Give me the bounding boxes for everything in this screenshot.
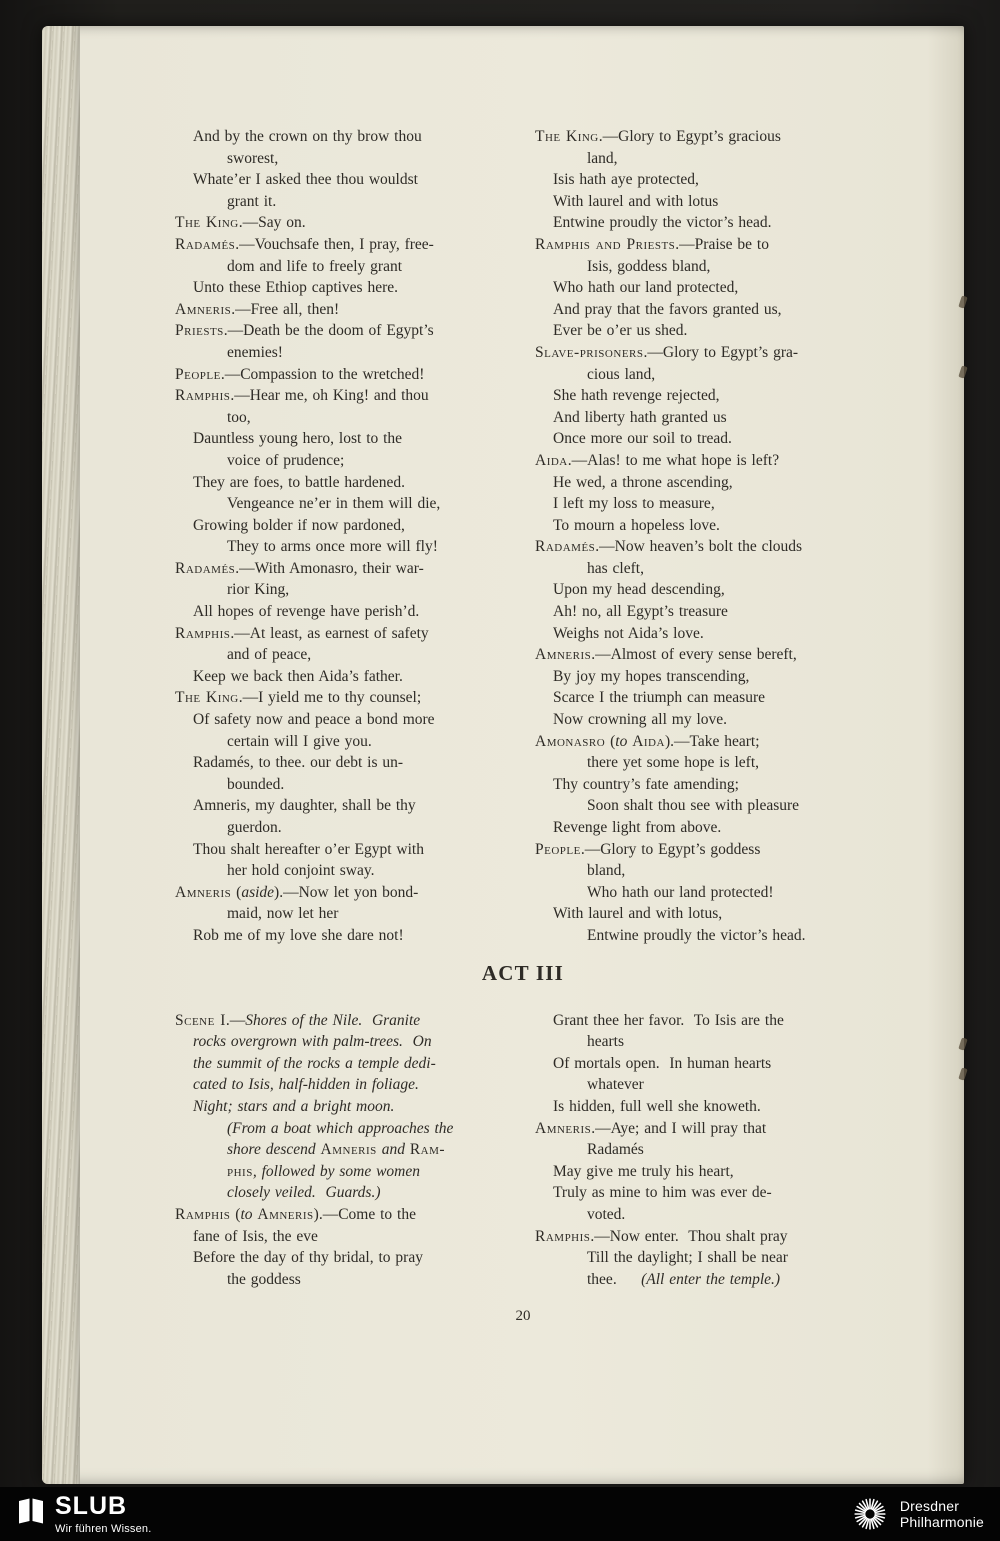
text-line: They are foes, to battle hardened. <box>193 473 406 491</box>
text-line: Aida.—Alas! to me what hope is left? <box>535 451 780 469</box>
text-line: Priests.—Death be the doom of Egypt’s <box>175 322 434 340</box>
text-line: Ever be o’er us shed. <box>553 322 688 340</box>
text-line: certain will I give you. <box>227 732 372 750</box>
text-column-top-left <box>175 126 511 947</box>
text-line: fane of Isis, the eve <box>193 1227 318 1245</box>
text-line: her hold conjoint sway. <box>227 862 375 880</box>
text-line: Who hath our land protected, <box>553 279 739 297</box>
text-line: Dauntless young hero, lost to the <box>193 430 403 448</box>
text-line: bland, <box>587 862 626 880</box>
text-line: Weighs not Aida’s love. <box>553 624 704 642</box>
text-line: Once more our soil to tread. <box>553 430 732 448</box>
text-line: Rob me of my love she dare not! <box>193 926 404 944</box>
binding-mark <box>958 1067 967 1080</box>
text-line: Isis, goddess bland, <box>587 257 711 275</box>
text-line: Upon my head descending, <box>553 581 725 599</box>
philharmonie-name-line2: Philharmonie <box>899 1514 984 1530</box>
philharmonie-name-line1: Dresdner <box>899 1498 960 1514</box>
text-line: rocks overgrown with palm-trees. On <box>193 1033 432 1051</box>
text-line: Scarce I the triumph can measure <box>553 689 766 707</box>
text-line: People.—Glory to Egypt’s goddess <box>535 840 761 858</box>
footer-bar <box>0 1487 1000 1541</box>
page-stack-edge <box>42 26 80 1484</box>
text-line: Amneris.—Aye; and I will pray that <box>535 1119 767 1137</box>
text-line: dom and life to freely grant <box>227 257 403 275</box>
text-line: He wed, a throne ascending, <box>553 473 733 491</box>
text-line: and of peace, <box>227 646 312 664</box>
slub-wordmark: SLUB <box>55 1491 128 1520</box>
text-line: has cleft, <box>587 559 644 577</box>
text-line: cious land, <box>587 365 656 383</box>
text-line: land, <box>587 149 618 167</box>
text-line: Ramphis (to Amneris).—Come to the <box>175 1205 416 1223</box>
philharmonie-branding <box>852 1496 984 1532</box>
text-column-top-right <box>535 126 871 947</box>
text-line: maid, now let her <box>227 905 339 923</box>
act-heading: ACT III <box>481 960 565 985</box>
text-line: there yet some hope is left, <box>587 754 760 772</box>
text-line: Of mortals open. In human hearts <box>553 1054 772 1072</box>
text-line: the summit of the rocks a temple dedi- <box>193 1054 436 1072</box>
text-line: Unto these Ethiop captives here. <box>193 279 399 297</box>
text-line: By joy my hopes transcending, <box>553 667 750 685</box>
text-line: Ramphis.—At least, as earnest of safety <box>175 624 429 642</box>
text-line: She hath revenge rejected, <box>553 387 720 405</box>
text-line: The King.—I yield me to thy counsel; <box>175 689 422 707</box>
text-line: Revenge light from above. <box>553 819 722 836</box>
text-line: enemies! <box>227 343 283 361</box>
text-line: To mourn a hopeless love. <box>553 516 720 534</box>
slub-tagline: Wir führen Wissen. <box>55 1522 152 1535</box>
text-line: Till the daylight; I shall be near <box>587 1249 788 1267</box>
text-line: phis, followed by some women <box>227 1162 421 1180</box>
page-number: 20 <box>515 1308 531 1325</box>
text-line: Whate’er I asked thee thou wouldst <box>193 171 418 189</box>
text-line: voice of prudence; <box>227 451 345 469</box>
binding-mark <box>958 365 967 378</box>
text-line: They to arms once more will fly! <box>227 538 438 556</box>
text-line: Thy country’s fate amending; <box>553 775 739 793</box>
text-line: Who hath our land protected! <box>587 883 774 901</box>
text-line: Growing bolder if now pardoned, <box>193 516 405 534</box>
text-line: Amneris, my daughter, shall be thy <box>193 797 416 815</box>
text-line: Grant thee her favor. To Isis are the <box>553 1011 784 1029</box>
text-line: Amneris (aside).—Now let yon bond- <box>175 883 419 901</box>
text-line: Radamés, to thee. our debt is un- <box>193 754 404 772</box>
text-line: Amneris.—Almost of every sense bereft, <box>535 646 797 664</box>
text-line: Is hidden, full well she knoweth. <box>553 1097 761 1115</box>
text-line: The King.—Say on. <box>175 214 306 232</box>
text-line: And pray that the favors granted us, <box>553 300 782 318</box>
text-line: The King.—Glory to Egypt’s gracious <box>535 128 781 145</box>
text-line: (From a boat which approaches the <box>227 1119 454 1137</box>
text-line: Amonasro (to Aida).—Take heart; <box>535 732 760 750</box>
text-line: Truly as mine to him was ever de- <box>553 1184 772 1202</box>
text-line: Slave-prisoners.—Glory to Egypt’s gra- <box>535 343 799 361</box>
text-line: May give me truly his heart, <box>553 1162 734 1180</box>
text-line: closely veiled. Guards.) <box>227 1184 381 1202</box>
text-line: People.—Compassion to the wretched! <box>175 365 425 383</box>
slub-text <box>55 1491 152 1535</box>
text-column-bottom-left <box>175 1010 511 1291</box>
text-line: bounded. <box>227 775 285 793</box>
text-column-bottom-right <box>535 1010 871 1291</box>
libretto-top-section <box>175 26 871 947</box>
text-line: Isis hath aye protected, <box>553 171 699 189</box>
page-content <box>175 26 871 1325</box>
text-line: Night; stars and a bright moon. <box>193 1097 395 1115</box>
text-line: rior King, <box>227 581 290 599</box>
text-line: Soon shalt thou see with pleasure <box>587 797 800 815</box>
text-line: And liberty hath granted us <box>553 408 727 426</box>
text-line: Vengeance ne’er in them will die, <box>227 495 441 513</box>
text-line: the goddess <box>227 1270 301 1288</box>
text-line: shore descend Amneris and Ram- <box>227 1141 446 1159</box>
text-line: All hopes of revenge have perish’d. <box>193 603 420 621</box>
text-line: Entwine proudly the victor’s head. <box>553 214 772 232</box>
text-line: Radamés.—Vouchsafe then, I pray, free- <box>175 235 434 253</box>
text-line: Keep we back then Aida’s father. <box>193 667 403 685</box>
text-line: Ramphis and Priests.—Praise be to <box>535 235 769 253</box>
text-line: Radamés.—Now heaven’s bolt the clouds <box>535 538 803 556</box>
text-line: voted. <box>587 1205 626 1223</box>
text-line: Of safety now and peace a bond more <box>193 711 435 729</box>
text-line: hearts <box>587 1033 625 1051</box>
philharmonie-logo-icon <box>852 1496 888 1532</box>
text-line: Before the day of thy bridal, to pray <box>193 1249 423 1267</box>
slub-branding <box>16 1491 152 1535</box>
binding-mark <box>958 295 967 308</box>
text-line: grant it. <box>227 192 277 210</box>
text-line: Amneris.—Free all, then! <box>175 300 340 318</box>
text-line: With laurel and with lotus <box>553 192 719 210</box>
text-line: thee. (All enter the temple.) <box>587 1270 781 1288</box>
text-line: I left my loss to measure, <box>553 495 715 513</box>
text-line: Ah! no, all Egypt’s treasure <box>553 603 728 621</box>
text-line: Radamés.—With Amonasro, their war- <box>175 559 424 577</box>
text-line: Now crowning all my love. <box>553 711 728 729</box>
text-line: cated to Isis, half-hidden in foliage. <box>193 1076 419 1094</box>
text-line: whatever <box>587 1076 644 1094</box>
text-line: too, <box>227 408 251 426</box>
text-line: guerdon. <box>227 819 282 836</box>
libretto-bottom-section <box>175 1010 871 1291</box>
text-line: Radamés <box>587 1141 644 1159</box>
text-line: Ramphis.—Hear me, oh King! and thou <box>175 387 429 405</box>
text-line: Entwine proudly the victor’s head. <box>587 926 806 944</box>
text-line: Ramphis.—Now enter. Thou shalt pray <box>535 1227 788 1245</box>
slub-logo-icon <box>16 1496 46 1526</box>
philharmonie-name <box>900 1498 984 1530</box>
text-line: Thou shalt hereafter o’er Egypt with <box>193 840 424 858</box>
book-page <box>42 26 964 1484</box>
binding-mark <box>958 1037 967 1050</box>
text-line: With laurel and with lotus, <box>553 905 723 923</box>
text-line: And by the crown on thy brow thou <box>193 128 422 145</box>
text-line: Scene I.—Shores of the Nile. Granite <box>175 1011 421 1029</box>
text-line: sworest, <box>227 149 279 167</box>
